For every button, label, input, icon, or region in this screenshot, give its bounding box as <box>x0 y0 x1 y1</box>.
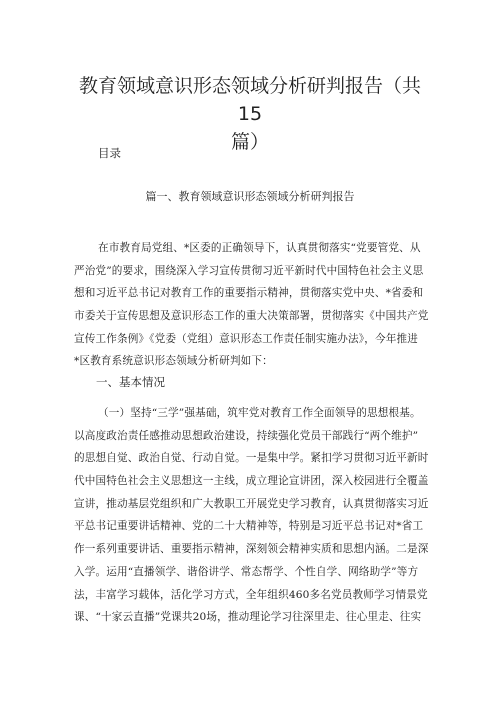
paragraph-line: 市委关于宣传思想及意识形态工作的重大决策部署，贯彻落实《中国共产党 <box>74 310 429 323</box>
document-title-line-1: 教育领域意识形态领域分析研判报告（共15 <box>78 75 421 125</box>
document-title <box>70 72 430 156</box>
paragraph-line: 在市教育局党组、*区委的正确领导下，认真贯彻落实“党要管党、从 <box>98 242 421 254</box>
paragraph-line: 作一系列重要讲话、重要指示精神，深刻领会精神实质和思想内涵。二是深 <box>74 543 429 556</box>
paragraph-line: 宣传工作条例》《党委（党组）意识形态工作责任制实施办法》，今年推进 <box>74 332 418 345</box>
paragraph-line: 课、“十家云直播”党课共20场，推动理论学习往深里走、往心里走、往实 <box>74 611 422 624</box>
paragraph-line: 宣讲，推动基层党组织和广大教职工开展党史学习教育，认真贯彻落实习近 <box>74 497 429 510</box>
paragraph-line: 平总书记重要讲话精神、党的二十大精神等，特别是习近平总书记对*省工 <box>74 520 424 533</box>
paragraph-line: 入学。运用“直播领学、谐俗讲学、常态帮学、个性自学、网络助学”等方 <box>74 565 419 578</box>
paragraph-line: 以高度政治责任感推动思想政治建设，持续强化党员干部践行“两个维护” <box>74 429 419 442</box>
paragraph-line: *区教育系统意识形态领域分析研判如下： <box>74 355 273 368</box>
part-title: 篇一、教育领域意识形态领域分析研判报告 <box>145 190 355 203</box>
paragraph-basic-situation <box>74 402 432 629</box>
paragraph-intro <box>74 237 432 373</box>
paragraph-line: 的思想自觉、政治自觉、行动自觉。一是集中学。紧扣学习贯彻习近平新时 <box>74 452 429 465</box>
paragraph-line: 严治党”的要求，围绕深入学习宣传贯彻习近平新时代中国特色社会主义思 <box>74 264 424 277</box>
paragraph-line: （一）坚持“三学”强基础，筑牢党对教育工作全面领导的思想根基。 <box>98 407 421 419</box>
section-heading: 一、基本情况 <box>96 375 165 389</box>
paragraph-line: 法，丰富学习载体，活化学习方式，全年组织460多名党员教师学习情景党 <box>74 588 428 601</box>
table-of-contents-label: 目录 <box>98 146 121 160</box>
paragraph-line: 代中国特色社会主义思想这一主线，成立理论宣讲团，深入校园进行全覆盖 <box>74 475 429 488</box>
document-title-line-2: 篇） <box>230 131 269 153</box>
paragraph-line: 想和习近平总书记对教育工作的重要指示精神，贯彻落实党中央、*省委和 <box>74 287 424 300</box>
